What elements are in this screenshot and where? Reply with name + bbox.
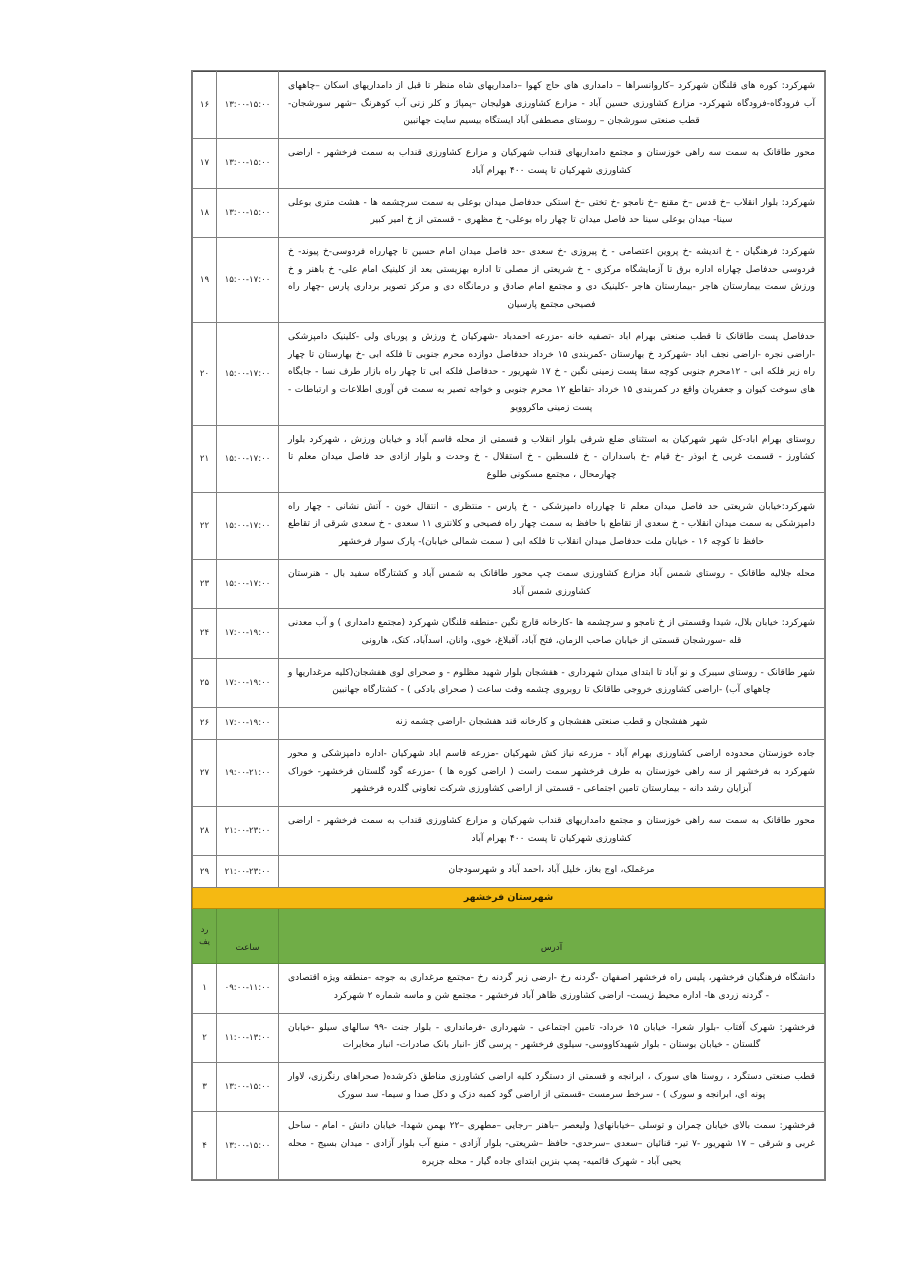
table-row: [193, 139, 825, 188]
cell-time: ۱۹:۰۰-۲۱:۰۰: [217, 739, 279, 806]
header-row-number-line1: رد: [200, 924, 209, 935]
cell-row-number: ۲۱: [193, 425, 217, 492]
table-row: [193, 658, 825, 707]
table-row: [193, 492, 825, 559]
cell-time: ۲۱:۰۰-۲۳:۰۰: [217, 807, 279, 856]
cell-row-number: ۲۷: [193, 739, 217, 806]
cell-address: محله جلالیه طاقانک - روستای شمس آباد مزارع کشاورزی سمت چپ محور طاقانک به شمس آباد و کشتارگاه سفید بال - هنرستان کشاورزی شمس آباد: [279, 559, 825, 608]
cell-row-number: ۱۸: [193, 188, 217, 237]
table-row: [193, 559, 825, 608]
cell-address: محور طاقانک به سمت سه راهی خوزستان و مجتمع دامداریهای قنداب شهرکیان و مزارع کشاورزی قنداب به سمت فرخشهر - اراضی کشاورزی شهرکیان تا پست ۴۰۰ بهرام آباد: [279, 139, 825, 188]
cell-address: شهرکرد: کوره های قلنگان شهرکرد –کاروانسراها – دامداری های حاج کهوا –دامداریهای شاه منظر تا قبل از دامداریهای اسکان –چاههای آب فرودگاه-فرودگاه شهرکرد- مزارع کشاورزی حسین آباد - مزارع کشاورزی هولیجان –پمپاژ و کلر زنی آب کوهرنگ –شهر سورشجان-قطب صنعتی سورشجان – روستای مصطفی آباد ایستگاه بیسیم سایت جهانبین: [279, 72, 825, 139]
cell-time: ۱۳:۰۰-۱۵:۰۰: [217, 188, 279, 237]
cell-time: ۱۳:۰۰-۱۵:۰۰: [217, 1063, 279, 1112]
table-row: [193, 425, 825, 492]
cell-address: شهر هفشجان و قطب صنعتی هفشجان و کارخانه قند هفشجان -اراضی چشمه زنه: [279, 708, 825, 740]
cell-address: جاده خوزستان محدوده اراضی کشاورزی بهرام آباد - مزرعه نیاز کش شهرکیان -مزرعه قاسم اباد شهرکیان -اداره دامپزشکی و محور شهرکرد به فرخشهر از سه راهی خوزستان به طرف فرخشهر سمت راست ( اراضی کوره ها ) -مزرعه گود گلستان فرخشهر- خوراک آبزایان رشد دانه - بیمارستان تامین اجتماعی - قسمتی از اراضی کشاورزی شرکت تعاونی گلدره فرخشهر: [279, 739, 825, 806]
cell-row-number: ۲۴: [193, 609, 217, 658]
cell-time: ۱۵:۰۰-۱۷:۰۰: [217, 238, 279, 323]
table-row: [193, 1112, 825, 1179]
cell-time: ۱۵:۰۰-۱۷:۰۰: [217, 492, 279, 559]
table-row: [193, 72, 825, 139]
cell-address: محور طاقانک به سمت سه راهی خوزستان و مجتمع دامداریهای قنداب شهرکیان و مزارع کشاورزی قنداب به سمت فرخشهر - اراضی کشاورزی شهرکیان تا پست ۴۰۰ بهرام آباد: [279, 807, 825, 856]
cell-address: شهرکرد: بلوار انقلاب –خ قدس –خ مقنع –خ نامجو -خ تختی –خ استکی حدفاصل میدان بوعلی به سمت سرچشمه ها - هشت متری بوعلی سینا- میدان بوعلی سینا حد فاصل میدان تا چهار راه بوعلی- خ مظهری - قسمتی از خ امیر کبیر: [279, 188, 825, 237]
cell-row-number: ۴: [193, 1112, 217, 1179]
cell-time: ۲۱:۰۰-۲۳:۰۰: [217, 856, 279, 888]
table-header-row: [193, 909, 825, 964]
section-title: شهرستان فرخشهر: [193, 888, 825, 909]
cell-row-number: ۲۸: [193, 807, 217, 856]
cell-time: ۱۷:۰۰-۱۹:۰۰: [217, 658, 279, 707]
cell-row-number: ۲۳: [193, 559, 217, 608]
table-row: [193, 739, 825, 806]
cell-row-number: ۲۹: [193, 856, 217, 888]
cell-address: فرخشهر: شهرک آفتاب -بلوار شعرا- خیابان ۱۵ خرداد- تامین اجتماعی - شهرداری -فرمانداری - بلوار جنت -۹۹ سالهای سیلو -خیابان گلستان - خیابان بوستان - بلوار شهیدکاووسی- سیلوی فرخشهر - پرسی گاز -انبار بانک صادرات- انبار مخابرات: [279, 1013, 825, 1062]
header-row-number-line2: یف: [199, 936, 210, 947]
table-row: [193, 1063, 825, 1112]
cell-address: مرغملک، اوج بغاز، خلیل آباد ،احمد آباد و شهرسودجان: [279, 856, 825, 888]
cell-row-number: ۲۶: [193, 708, 217, 740]
table-body: [193, 72, 825, 1180]
cell-row-number: ۲۲: [193, 492, 217, 559]
cell-time: ۱۳:۰۰-۱۵:۰۰: [217, 72, 279, 139]
header-time: ساعت: [217, 909, 279, 964]
cell-address: قطب صنعتی دستگرد ، روستا های سورک ، ابرانجه و قسمتی از دستگرد کلیه اراضی کشاورزی مناطق ذکرشده( صحراهای رنگرزی، لاوار پونه ای، ابرانجه و سورک ) - سرخط سرمست -قسمتی از اراضی گود کمبه دزک و دکل صدا و سیما- سد سورک: [279, 1063, 825, 1112]
cell-address: دانشگاه فرهنگیان فرخشهر، پلیس راه فرخشهر اصفهان -گردنه رخ -ارضی زیر گردنه رخ -مجتمع مرغداری به جوجه -منطقه ویژه اقتصادی - گردنه زردی ها- اداره محیط زیست- اراضی کشاورزی ظاهر آباد فرخشهر - مجتمع شن و ماسه شماره ۲ شهرکرد: [279, 964, 825, 1013]
cell-address: حدفاصل پست طاقانک تا قطب صنعتی بهرام اباد -تصفیه خانه -مزرعه احمدباد -شهرکیان خ ورزش و پوربای ولی -کلینیک دامپزشکی -اراضی نجره -اراضی نجف اباد -شهرکرد خ بهارستان -کمربندی ۱۵ خرداد حدفاصل دوازده محرم جنوبی تا فلکه ابی -خ بهارستان تا چهار راه زیر فلکه ابی - ۱۲محرم جنوبی کوچه سقا پست زمینی نگین - خ ۱۷ شهریور - حدفاصل فلکه ابی تا چهار راه بازار طرف نسا - جایگاه های سوخت کیوان و جعفریان واقع در کمربندی ۱۵ خرداد -تقاطع ۱۲ محرم جنوبی و خواجه تصیر به سمت فن آوری اطلاعات و ارتباطات - پست زمینی ماکروویو: [279, 322, 825, 425]
cell-time: ۰۹:۰۰-۱۱:۰۰: [217, 964, 279, 1013]
cell-time: ۱۵:۰۰-۱۷:۰۰: [217, 425, 279, 492]
cell-address: شهرکرد:خیابان شریعتی حد فاصل میدان معلم تا چهارراه دامپزشکی - خ پارس - منتظری - انتقال خون - آتش نشانی - چهار راه دامپزشکی به سمت میدان انقلاب - خ سعدی از تقاطع با حافظ به سمت چهار راه فصیحی و کلانتری ۱۱ سعدی - خ سعدی شرقی از تقاطع حافظ تا کوچه ۱۶ - خیابان ملت حدفاصل میدان انقلاب تا فلکه ابی ( سمت شمالی خیابان)- پارک سوار فرخشهر: [279, 492, 825, 559]
cell-time: ۱۷:۰۰-۱۹:۰۰: [217, 708, 279, 740]
cell-address: شهرکرد: فرهنگیان - خ اندیشه -خ پروین اعتصامی - خ پیروزی -خ سعدی -حد فاصل میدان امام حسین تا چهارراه فردوسی-خ پیوند- خ فردوسی حدفاصل چهاراه اداره برق تا آزمایشگاه مرکزی - خ شریعتی از مصلی تا اداره بهزیستی بعد از کلینیک امام علی- خ باهنر و خ ورزش سمت بیمارستان هاجر -بیمارستان هاجر -کلینیک دی و مجتمع امام صادق و درمانگاه دی و مرکز تصویر برداری پارس -چهار راه فصیحی مجتمع پارسیان: [279, 238, 825, 323]
section-band-row: [193, 888, 825, 909]
cell-row-number: ۱۷: [193, 139, 217, 188]
cell-row-number: ۲۵: [193, 658, 217, 707]
table-row: [193, 856, 825, 888]
table-row: [193, 238, 825, 323]
cell-address: روستای بهرام اباد-کل شهر شهرکیان به استثنای ضلع شرقی بلوار انقلاب و قسمتی از محله قاسم آباد و خیابان ورزش ، شهرکرد بلوار کشاورز - قسمت غربی خ ابوذر -خ قیام -خ باسداران - خ فلسطین - خ استقلال - خ وحدت و بلوار ازادی حد فاصل میدان معلم تا چهارمحال ، مجتمع مسکونی طلوع: [279, 425, 825, 492]
cell-row-number: ۳: [193, 1063, 217, 1112]
table-row: [193, 322, 825, 425]
table-row: [193, 807, 825, 856]
cell-row-number: ۲: [193, 1013, 217, 1062]
cell-time: ۱۱:۰۰-۱۳:۰۰: [217, 1013, 279, 1062]
cell-row-number: ۱: [193, 964, 217, 1013]
table-row: [193, 964, 825, 1013]
cell-time: ۱۵:۰۰-۱۷:۰۰: [217, 559, 279, 608]
header-row-number: [193, 909, 217, 964]
cell-time: ۱۳:۰۰-۱۵:۰۰: [217, 139, 279, 188]
table-row: [193, 188, 825, 237]
cell-row-number: ۱۹: [193, 238, 217, 323]
cell-time: ۱۵:۰۰-۱۷:۰۰: [217, 322, 279, 425]
cell-address: شهرکرد: خیابان بلال، شیدا وقسمتی از خ نامجو و سرچشمه ها -کارخانه قارچ نگین -منطقه قلنگان شهرکرد (مجتمع دامداری ) و آب معدنی قله -سورشجان قسمتی از خیابان صاحب الزمان، فتح آباد، آقبلاغ، خوی، وانان، اسدآباد، کنک، هارونی: [279, 609, 825, 658]
table-row: [193, 609, 825, 658]
header-address: آدرس: [279, 909, 825, 964]
table-row: [193, 1013, 825, 1062]
cell-row-number: ۲۰: [193, 322, 217, 425]
cell-address: شهر طاقانک - روستای سیبرک و نو آباد تا ابتدای میدان شهرداری - هفشجان بلوار شهید مظلوم - و صحرای لوی هفشجان(کلیه مرغداریها و چاههای آب) -اراضی کشاورزی خروجی طاقانک تا روبروی چشمه وقت ساعت ( صحرای بادکی ) - کشتارگاه جهانبین: [279, 658, 825, 707]
cell-row-number: ۱۶: [193, 72, 217, 139]
table-row: [193, 708, 825, 740]
outage-schedule-table: [192, 71, 825, 1180]
cell-time: ۱۷:۰۰-۱۹:۰۰: [217, 609, 279, 658]
cell-address: فرخشهر: سمت بالای خیابان چمران و توسلی –خیابانهای( ولیعصر –باهنر –رجایی –مطهری –۲۲ بهمن شهدا- خیابان دانش - امام - ساحل غربی و شرقی – ۱۷ شهریور -۷ تیر- قنائیان –سعدی –سرحدی- حافظ –شریعتی- بلوار آزادی - منبع آب بلوار آزادی - میدان بسیج - محله یحیی آباد - شهرک قائمیه- پمپ بنزین ابتدای جاده گیار - محله جزیره: [279, 1112, 825, 1179]
cell-time: ۱۳:۰۰-۱۵:۰۰: [217, 1112, 279, 1179]
